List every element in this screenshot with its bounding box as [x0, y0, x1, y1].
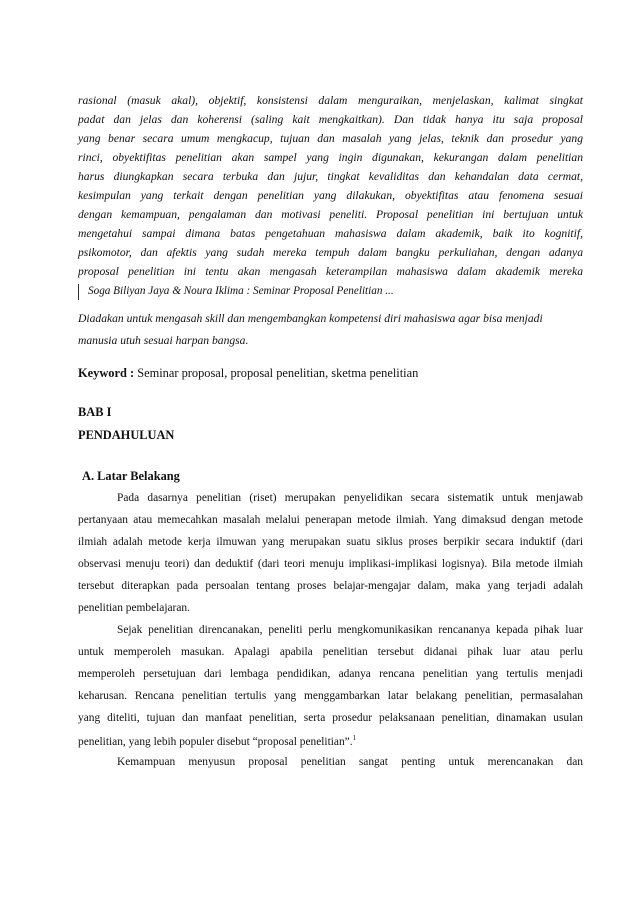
abstract-line: mengetahui sampai dimana batas pengetahuan mahasiswa dalam akademik, baik ito kognitif, [78, 227, 583, 240]
keywords [78, 366, 418, 381]
abstract-line: harus diungkapkan secara terbuka dan jujur, tingkat kevaliditas dan kehandalan data cermat, [78, 170, 583, 183]
body-line: memperoleh persetujuan dari lembaga pendidikan, adanya rencana penelitian yang tertulis menjadi [78, 668, 583, 680]
body-line: tersebut diterapkan pada persoalan tentang proses belajar-mengajar dalam, maka yang terjadi adalah [78, 580, 583, 592]
body-line: penelitian pembelajaran. [78, 602, 190, 614]
abstract-tail-line: Diadakan untuk mengasah skill dan mengembangkan kompetensi diri mahasiswa agar bisa menjadi [78, 312, 543, 325]
abstract-line: rasional (masuk akal), objektif, konsistensi dalam menguraikan, menjelaskan, kalimat singkat [78, 94, 583, 107]
running-header: Soga Biliyan Jaya & Noura Iklima : Seminar Proposal Penelitian ... [88, 285, 394, 297]
abstract-line: psikomotor, dan afektis yang sudah mereka tempuh dalam bangku perkuliahan, dengan adanya [78, 246, 583, 259]
keyword-text: Seminar proposal, proposal penelitian, sketma penelitian [134, 366, 419, 380]
abstract-line: dengan kemampuan, pengalaman dan motivasi peneliti. Proposal penelitian ini bertujuan untuk [78, 208, 583, 221]
chapter-number: BAB I [78, 405, 112, 419]
keyword-label: Keyword : [78, 366, 135, 380]
body-text: penelitian, yang lebih populer disebut “proposal penelitian”. [78, 735, 353, 748]
body-line: yang diteliti, tujuan dan manfaat penelitian, serta prosedur pelaksanaan penelitian, dinamakan usulan [78, 712, 583, 724]
header-marker [78, 284, 79, 300]
abstract-line: padat dan jelas dan koherensi (saling kait mengkaitkan). Dan tidak hanya itu saja proposal [78, 113, 583, 126]
chapter-title: PENDAHULUAN [78, 428, 175, 442]
abstract-tail-line: manusia utuh sesuai harpan bangsa. [78, 334, 249, 347]
body-line: Kemampuan menyusun proposal penelitian sangat penting untuk merencanakan dan [117, 756, 583, 768]
body-line: keharusan. Rencana penelitian tertulis yang menggambarkan latar belakang penelitian, permasalahan [78, 690, 583, 702]
abstract-line: yang benar secara umum mengkacup, tujuan dan masalah yang jelas, teknik dan prosedur yang [78, 132, 583, 145]
abstract-line: rinci, obyektifitas penelitian akan sampel yang ingin digunakan, kekurangan dalam penelitian [78, 151, 583, 164]
abstract-line: kesimpulan yang terkait dengan penelitian yang dilakukan, obyektifitas atau fenomena sesuai [78, 189, 583, 202]
abstract-line: proposal penelitian ini tentu akan mengasah keterampilan mahasiswa dalam akademik mereka [78, 265, 583, 278]
body-line: untuk memperoleh masukan. Apalagi apabila penelitian tersebut didanai pihak luar atau perlu [78, 646, 583, 658]
body-line: observasi menuju teori) dan deduktif (dari teori menuju implikasi-implikasi logisnya). Bila metode ilmiah [78, 558, 583, 570]
section-heading: A. Latar Belakang [82, 469, 180, 483]
footnote-marker: 1 [352, 734, 357, 742]
body-line: pertanyaan atau memecahkan masalah melalui penerapan metode ilmiah. Yang dimaksud dengan metode [78, 514, 583, 526]
body-line [78, 734, 583, 748]
body-line: ilmiah adalah metode kerja ilmuwan yang merupakan suatu siklus proses berpikir secara induktif (dari [78, 536, 583, 548]
body-line: Sejak penelitian direncanakan, peneliti perlu mengkomunikasikan rencananya kepada pihak luar [117, 624, 583, 636]
body-line: Pada dasarnya penelitian (riset) merupakan penyelidikan secara sistematik untuk menjawab [117, 492, 583, 504]
